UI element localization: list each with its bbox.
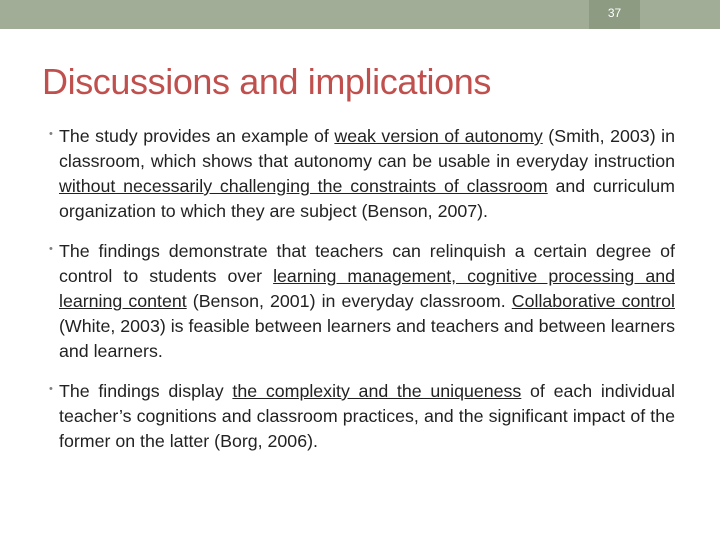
bullet-marker: • xyxy=(49,243,53,255)
bullet-marker: • xyxy=(49,383,53,395)
underlined-phrase: without necessarily challenging the constraints of classroom xyxy=(59,176,548,196)
bullet-text xyxy=(59,239,675,364)
text-segment: and curriculum organization to which they are subject (Benson, 2007). xyxy=(59,176,675,221)
text-segment: The findings demonstrate that teachers can relinquish a certain degree of control to students over xyxy=(59,241,675,286)
bullet-text xyxy=(59,379,675,454)
text-segment: The study provides an example of xyxy=(59,126,335,146)
bullet-text xyxy=(59,124,675,224)
text-segment: The findings display xyxy=(59,381,233,401)
bullet-list xyxy=(49,124,675,469)
slide-title: Discussions and implications xyxy=(42,61,491,102)
underlined-phrase: the complexity and the uniqueness xyxy=(232,381,522,401)
bullet-item xyxy=(49,239,675,364)
underlined-phrase: weak version of autonomy xyxy=(334,126,543,146)
bullet-marker: • xyxy=(49,128,53,140)
text-segment: (White, 2003) is feasible between learners and teachers and between learners and learners. xyxy=(59,316,675,361)
text-segment: (Smith, 2003) in classroom, which shows that autonomy can be usable in everyday instruction xyxy=(59,126,675,171)
bullet-item xyxy=(49,124,675,224)
text-segment: of each individual teacher’s cognitions and classroom practices, and the significant impact of the former on the latter (Borg, 2006). xyxy=(59,381,675,451)
underlined-phrase: learning management, cognitive processing and learning content xyxy=(59,266,675,311)
underlined-phrase: Collaborative control xyxy=(511,291,675,311)
slide-number: 37 xyxy=(607,6,622,20)
top-bar xyxy=(0,0,720,29)
text-segment: (Benson, 2001) in everyday classroom. xyxy=(186,291,512,311)
bullet-item xyxy=(49,379,675,454)
